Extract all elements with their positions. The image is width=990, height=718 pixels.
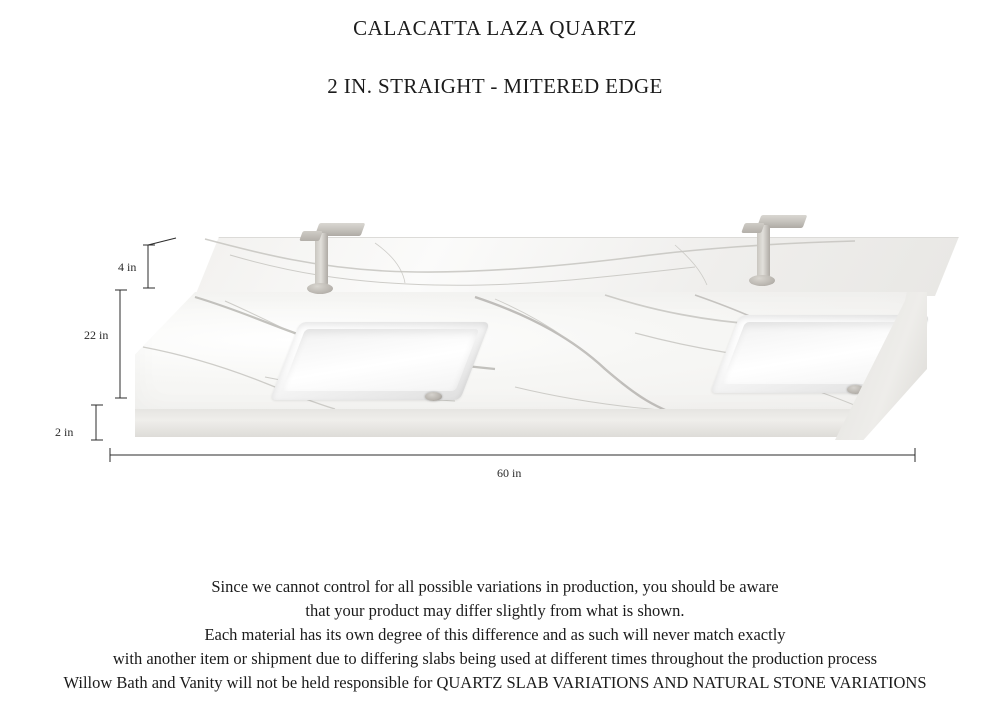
- sink-basin-inner-left: [281, 329, 479, 391]
- disclaimer-line-3: Each material has its own degree of this difference and as such will never match exactly: [204, 625, 786, 644]
- dim-label-depth: 22 in: [84, 328, 109, 342]
- dim-label-thickness: 2 in: [55, 425, 74, 439]
- faucet-right-outlet: [741, 223, 765, 233]
- front-mitered-edge: [135, 409, 863, 437]
- disclaimer-line-4: with another item or shipment due to differing slabs being used at different times throughout the production process: [112, 649, 878, 668]
- sink-drain-left: [425, 392, 442, 401]
- sink-basin-left: [270, 322, 490, 400]
- dim-label-backsplash-height: 4 in: [118, 260, 137, 274]
- disclaimer-line-2: that your product may differ slightly from what is shown.: [305, 601, 685, 620]
- dim-label-width: 60 in: [497, 466, 522, 480]
- disclaimer-line-5: Willow Bath and Vanity will not be held responsible for QUARTZ SLAB VARIATIONS AND NATURAL STONE VARIATIONS: [63, 673, 927, 692]
- product-illustration: [100, 215, 930, 465]
- faucet-left-outlet: [299, 231, 323, 241]
- page-title: CALACATTA LAZA QUARTZ: [353, 16, 637, 40]
- disclaimer-line-1: Since we cannot control for all possible variations in production, you should be aware: [211, 577, 779, 596]
- faucet-left-base: [307, 283, 333, 294]
- disclaimer-block: [0, 575, 990, 695]
- faucet-right-base: [749, 275, 775, 286]
- page-subtitle: 2 IN. STRAIGHT - MITERED EDGE: [327, 74, 663, 98]
- quartz-countertop: [135, 237, 925, 452]
